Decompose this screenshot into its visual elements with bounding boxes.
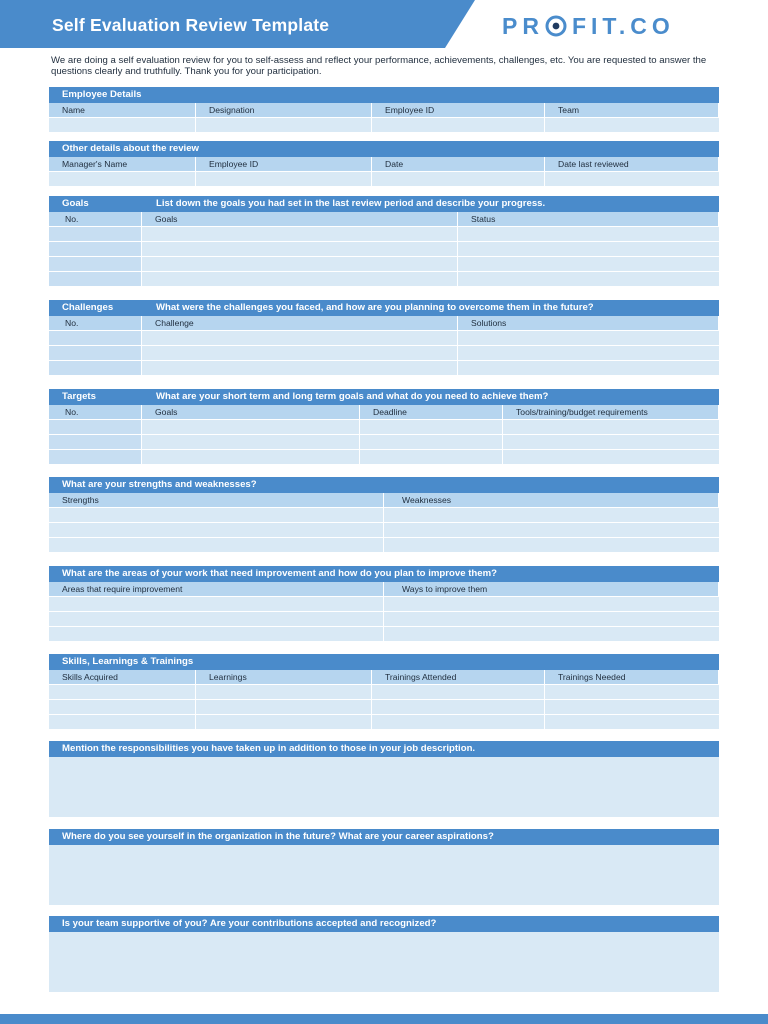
col-trainings-attended: Trainings Attended xyxy=(372,670,545,685)
section-title: Employee Details xyxy=(49,87,719,103)
status-cell[interactable] xyxy=(458,227,719,242)
area-cell[interactable] xyxy=(49,627,384,642)
col-no: No. xyxy=(49,316,142,331)
needed-cell[interactable] xyxy=(545,685,719,700)
responsibilities-section xyxy=(49,741,719,817)
managers-name-field[interactable] xyxy=(49,172,196,187)
col-solutions: Solutions xyxy=(458,316,719,331)
area-cell[interactable] xyxy=(49,597,384,612)
logo-text-right: FIT.CO xyxy=(571,12,675,39)
goal-cell[interactable] xyxy=(142,450,360,465)
col-team: Team xyxy=(545,103,719,118)
no-cell[interactable] xyxy=(49,331,142,346)
strength-cell[interactable] xyxy=(49,538,384,553)
targets-section xyxy=(49,389,719,465)
weakness-cell[interactable] xyxy=(384,523,719,538)
no-cell[interactable] xyxy=(49,420,142,435)
section-head xyxy=(49,389,719,405)
profitco-logo xyxy=(502,13,675,39)
no-cell[interactable] xyxy=(49,435,142,450)
section-question: What were the challenges you faced, and how are you planning to overcome them in the future? xyxy=(156,302,594,313)
section-head xyxy=(49,300,719,316)
solution-cell[interactable] xyxy=(458,346,719,361)
page-title: Self Evaluation Review Template xyxy=(52,15,330,35)
weakness-cell[interactable] xyxy=(384,538,719,553)
skill-cell[interactable] xyxy=(49,700,196,715)
section-title: Goals xyxy=(62,198,89,209)
section-title: What are the areas of your work that need improvement and how do you plan to improve them? xyxy=(49,566,719,582)
section-title: Other details about the review xyxy=(49,141,719,157)
col-areas: Areas that require improvement xyxy=(49,582,384,597)
col-ways: Ways to improve them xyxy=(384,582,719,597)
section-title: Challenges xyxy=(62,302,114,313)
intro-text: We are doing a self evaluation review for you to self-assess and reflect your performance, achievements, challenges, etc. You are requested to answer the questions clearly and truthfully. Thank you for your participation. xyxy=(51,55,707,77)
status-cell[interactable] xyxy=(458,242,719,257)
logo-text-left: PR xyxy=(502,12,544,39)
designation-field[interactable] xyxy=(196,118,372,133)
goal-cell[interactable] xyxy=(142,242,458,257)
col-strengths: Strengths xyxy=(49,493,384,508)
no-cell[interactable] xyxy=(49,272,142,287)
area-cell[interactable] xyxy=(49,612,384,627)
col-employee-id: Employee ID xyxy=(372,103,545,118)
col-learnings: Learnings xyxy=(196,670,372,685)
deadline-cell[interactable] xyxy=(360,450,503,465)
section-title: Mention the responsibilities you have taken up in addition to those in your job description. xyxy=(49,741,719,757)
goal-cell[interactable] xyxy=(142,420,360,435)
goal-cell[interactable] xyxy=(142,257,458,272)
col-no: No. xyxy=(49,212,142,227)
footer-bar xyxy=(0,1014,768,1024)
learning-cell[interactable] xyxy=(196,715,372,730)
no-cell[interactable] xyxy=(49,361,142,376)
no-cell[interactable] xyxy=(49,346,142,361)
section-title: What are your strengths and weaknesses? xyxy=(49,477,719,493)
status-cell[interactable] xyxy=(458,272,719,287)
col-challenge: Challenge xyxy=(142,316,458,331)
employee-id-field[interactable] xyxy=(372,118,545,133)
section-title: Targets xyxy=(62,391,96,402)
team-answer[interactable] xyxy=(49,932,719,992)
strength-cell[interactable] xyxy=(49,523,384,538)
col-skills-acquired: Skills Acquired xyxy=(49,670,196,685)
challenges-section xyxy=(49,300,719,376)
learning-cell[interactable] xyxy=(196,700,372,715)
status-cell[interactable] xyxy=(458,257,719,272)
goal-cell[interactable] xyxy=(142,272,458,287)
strengths-section xyxy=(49,477,719,553)
way-cell[interactable] xyxy=(384,612,719,627)
no-cell[interactable] xyxy=(49,450,142,465)
section-question: What are your short term and long term goals and what do you need to achieve them? xyxy=(156,391,549,402)
section-title: Where do you see yourself in the organization in the future? What are your career aspirations? xyxy=(49,829,719,845)
deadline-cell[interactable] xyxy=(360,420,503,435)
col-designation: Designation xyxy=(196,103,372,118)
attended-cell[interactable] xyxy=(372,700,545,715)
skill-cell[interactable] xyxy=(49,685,196,700)
name-field[interactable] xyxy=(49,118,196,133)
goal-cell[interactable] xyxy=(142,435,360,450)
team-section xyxy=(49,916,719,992)
col-weaknesses: Weaknesses xyxy=(384,493,719,508)
col-goals: Goals xyxy=(142,405,360,420)
goal-cell[interactable] xyxy=(142,227,458,242)
way-cell[interactable] xyxy=(384,627,719,642)
responsibilities-answer[interactable] xyxy=(49,757,719,817)
challenge-cell[interactable] xyxy=(142,331,458,346)
col-employee-id: Employee ID xyxy=(196,157,372,172)
weakness-cell[interactable] xyxy=(384,508,719,523)
deadline-cell[interactable] xyxy=(360,435,503,450)
team-field[interactable] xyxy=(545,118,719,133)
section-title: Skills, Learnings & Trainings xyxy=(49,654,719,670)
needed-cell[interactable] xyxy=(545,700,719,715)
way-cell[interactable] xyxy=(384,597,719,612)
goals-section xyxy=(49,196,719,287)
date-last-reviewed-field[interactable] xyxy=(545,172,719,187)
col-name: Name xyxy=(49,103,196,118)
challenge-cell[interactable] xyxy=(142,346,458,361)
requirements-cell[interactable] xyxy=(503,450,719,465)
employee-id-field[interactable] xyxy=(196,172,372,187)
col-requirements: Tools/training/budget requirements xyxy=(503,405,719,420)
target-o-icon xyxy=(544,14,568,38)
col-status: Status xyxy=(458,212,719,227)
career-section xyxy=(49,829,719,905)
col-date-last-reviewed: Date last reviewed xyxy=(545,157,719,172)
strength-cell[interactable] xyxy=(49,508,384,523)
section-title: Is your team supportive of you? Are your contributions accepted and recognized? xyxy=(49,916,719,932)
challenge-cell[interactable] xyxy=(142,361,458,376)
section-question: List down the goals you had set in the last review period and describe your progress. xyxy=(156,198,546,209)
skills-section xyxy=(49,654,719,730)
employee-details-section xyxy=(49,87,719,133)
solution-cell[interactable] xyxy=(458,331,719,346)
learning-cell[interactable] xyxy=(196,685,372,700)
career-answer[interactable] xyxy=(49,845,719,905)
date-field[interactable] xyxy=(372,172,545,187)
solution-cell[interactable] xyxy=(458,361,719,376)
attended-cell[interactable] xyxy=(372,685,545,700)
attended-cell[interactable] xyxy=(372,715,545,730)
no-cell[interactable] xyxy=(49,242,142,257)
col-trainings-needed: Trainings Needed xyxy=(545,670,719,685)
requirements-cell[interactable] xyxy=(503,420,719,435)
skill-cell[interactable] xyxy=(49,715,196,730)
section-head xyxy=(49,196,719,212)
col-no: No. xyxy=(49,405,142,420)
improvement-section xyxy=(49,566,719,642)
col-goals: Goals xyxy=(142,212,458,227)
col-managers-name: Manager's Name xyxy=(49,157,196,172)
col-date: Date xyxy=(372,157,545,172)
no-cell[interactable] xyxy=(49,257,142,272)
col-deadline: Deadline xyxy=(360,405,503,420)
needed-cell[interactable] xyxy=(545,715,719,730)
no-cell[interactable] xyxy=(49,227,142,242)
other-details-section xyxy=(49,141,719,187)
requirements-cell[interactable] xyxy=(503,435,719,450)
